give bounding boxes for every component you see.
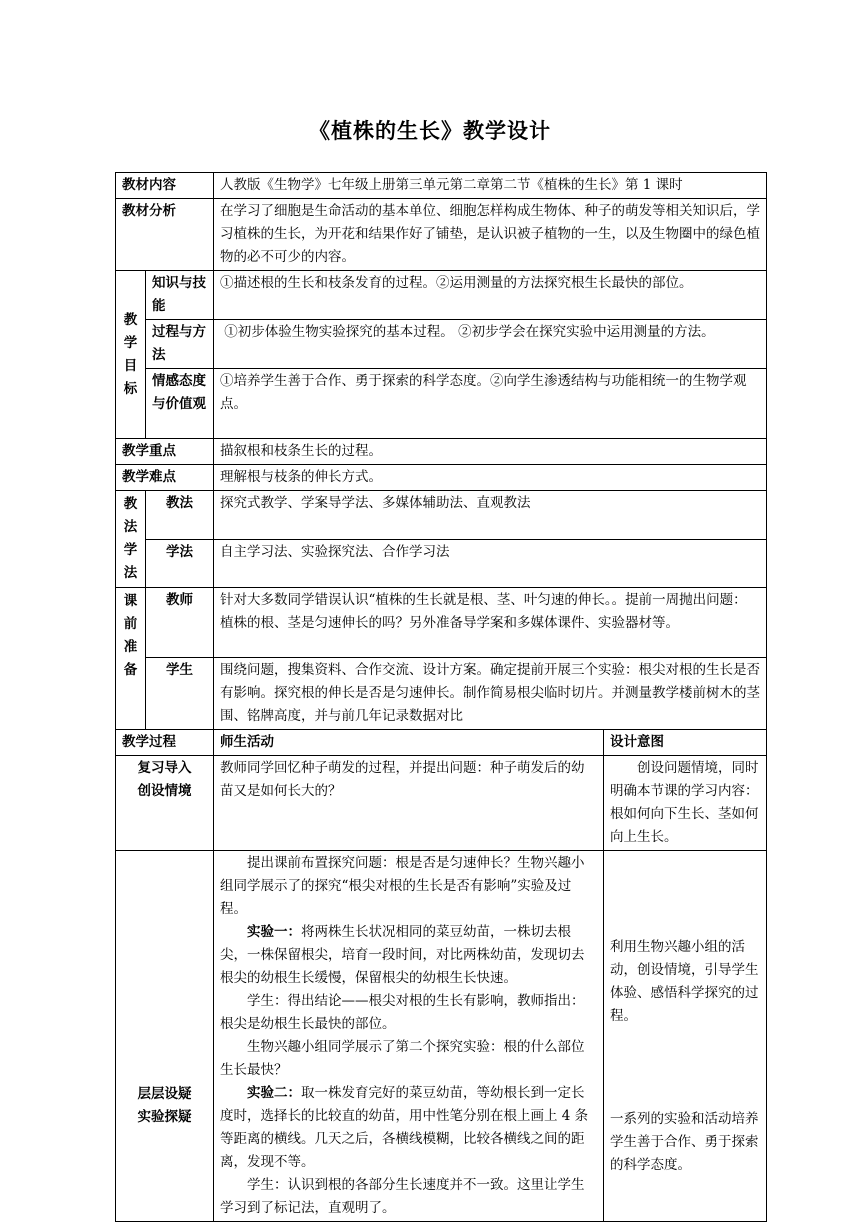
- experiment-1-label: 实验一：: [247, 924, 301, 940]
- explore-intent-1: 利用生物兴趣小组的活动，创设情境，引导学生体验、感悟科学探究的过程。: [610, 939, 759, 1024]
- document-title: 《植株的生长》教学设计: [309, 118, 551, 143]
- explore-stage: [116, 851, 214, 1222]
- row-review: [116, 756, 767, 851]
- explore-intent-2: 一系列的实验和活动培养学生善于合作、勇于探索的科学态度。: [610, 1111, 759, 1173]
- review-activity: 教师同学回忆种子萌发的过程，并提出问题：种子萌发后的幼苗又是如何长大的？: [214, 756, 604, 851]
- row-difficulty: [116, 465, 767, 491]
- process-header-stage: 教学过程: [116, 730, 214, 756]
- teach-method-value: 探究式教学、学案导学法、多媒体辅助法、直观教法: [214, 491, 767, 540]
- explore-paragraph-1: 提出课前布置探究问题：根是否是匀速伸长？生物兴趣小组同学展示了的探究“根尖对根的生长是否有影响”实验及过程。: [220, 855, 585, 917]
- explore-paragraph-4: 生物兴趣小组同学展示了第二个探究实验：根的什么部位生长最快？: [220, 1039, 585, 1078]
- explore-activity: [214, 851, 604, 1222]
- prep-student-label: 学生: [146, 658, 214, 730]
- row-prep-teacher: [116, 588, 767, 658]
- goals-label: 教学目标: [116, 271, 146, 439]
- experiment-1-text: 将两株生长状况相同的菜豆幼苗，一株切去根尖，一株保留根尖，培育一段时间，对比两株幼苗，发现切去根尖的幼根生长缓慢，保留根尖的幼根生长快速。: [220, 924, 585, 986]
- prep-student-value: 围绕问题，搜集资料、合作交流、设计方案。确定提前开展三个实验：根尖对根的生长是否有影响。探究根的伸长是否是匀速伸长。制作简易根尖临时切片。并测量教学楼前树木的茎围、铭牌高度，并与前几年记录数据对比: [214, 658, 767, 730]
- process-value: ①初步体验生物实验探究的基本过程。 ②初步学会在探究实验中运用测量的方法。: [214, 320, 767, 369]
- review-stage: [116, 756, 214, 851]
- emotion-label: 情感态度与价值观: [146, 369, 214, 439]
- review-stage-line1: 复习导入: [137, 760, 192, 776]
- analysis-value: 在学习了细胞是生命活动的基本单位、细胞怎样构成生物体、种子的萌发等相关知识后，学习植株的生长，为开花和结果作好了铺垫，是认识被子植物的一生，以及生物圈中的绿色植物的必不可少的内容。: [214, 199, 767, 271]
- experiment-2-text: 取一株发育完好的菜豆幼苗，等幼根长到一定长度时，选择长的比较直的幼苗，用中性笔分别在根上画上 4 条等距离的横线。几天之后，各横线模糊，比较各横线之间的距离，发现不等。: [220, 1085, 589, 1170]
- row-goal-emotion: [116, 369, 767, 439]
- explore-paragraph-5: [220, 1082, 597, 1174]
- key-point-value: 描叙根和枝条生长的过程。: [214, 439, 767, 465]
- learn-method-label: 学法: [146, 539, 214, 588]
- learn-method-value: 自主学习法、实验探究法、合作学习法: [214, 539, 767, 588]
- row-process-header: [116, 730, 767, 756]
- explore-stage-line2: 实验探疑: [137, 1108, 192, 1125]
- knowledge-label: 知识与技能: [146, 271, 214, 320]
- material-value: 人教版《生物学》七年级上册第三单元第二章第二节《植株的生长》第 1 课时: [214, 173, 767, 199]
- process-label: 过程与方法: [146, 320, 214, 369]
- row-learn-method: [116, 539, 767, 588]
- prep-teacher-label: 教师: [146, 588, 214, 658]
- methods-label: 教法学法: [116, 491, 146, 588]
- lesson-plan-table: [115, 172, 767, 1222]
- difficulty-label: 教学难点: [116, 465, 214, 491]
- explore-paragraph-6: 学生：认识到根的各部分生长速度并不一致。这里让学生学习到了标记法，直观明了。: [220, 1177, 585, 1216]
- review-stage-line2: 创设情境: [137, 783, 192, 799]
- material-label: 教材内容: [116, 173, 214, 199]
- key-point-label: 教学重点: [116, 439, 214, 465]
- prep-teacher-value: 针对大多数同学错误认识“植株的生长就是根、茎、叶匀速的伸长。。提前一周抛出问题：植株的根、茎是匀速伸长的吗？另外准备导学案和多媒体课件、实验器材等。: [214, 588, 767, 658]
- row-goal-process: [116, 320, 767, 369]
- explore-intent: [604, 851, 767, 1222]
- row-goal-knowledge: [116, 271, 767, 320]
- analysis-label: 教材分析: [116, 199, 214, 271]
- knowledge-value: ①描述根的生长和枝条发育的过程。②运用测量的方法探究根生长最快的部位。: [214, 271, 767, 320]
- row-material: [116, 173, 767, 199]
- explore-paragraph-2: [220, 921, 597, 990]
- emotion-value: ①培养学生善于合作、勇于探索的科学态度。②向学生渗透结构与功能相统一的生物学观点。: [214, 369, 767, 439]
- row-analysis: [116, 199, 767, 271]
- difficulty-value: 理解根与枝条的伸长方式。: [214, 465, 767, 491]
- experiment-2-label: 实验二：: [247, 1085, 301, 1101]
- row-explore: [116, 851, 767, 1222]
- explore-paragraph-3: 学生：得出结论——根尖对根的生长有影响，教师指出：根尖是幼根生长最快的部位。: [220, 993, 585, 1032]
- teach-method-label: 教法: [146, 491, 214, 540]
- process-header-activity: 师生活动: [214, 730, 604, 756]
- review-intent: 创设问题情境，同时明确本节课的学习内容：根如何向下生长、茎如何向上生长。: [604, 756, 767, 851]
- prep-label: 课前准备: [116, 588, 146, 730]
- row-key-point: [116, 439, 767, 465]
- row-teach-method: [116, 491, 767, 540]
- process-header-intent: 设计意图: [604, 730, 767, 756]
- row-prep-student: [116, 658, 767, 730]
- explore-stage-line1: 层层设疑: [137, 1085, 192, 1102]
